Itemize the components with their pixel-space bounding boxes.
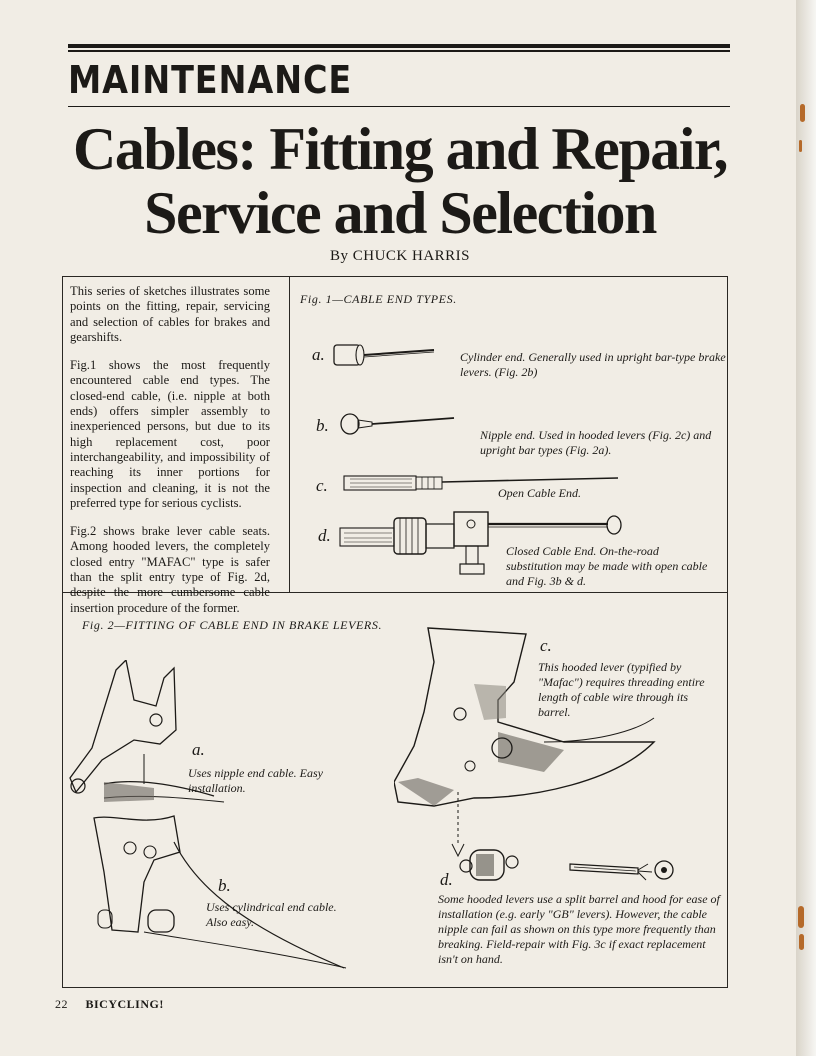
fig1-letter-c: c. [316, 476, 328, 495]
nipple-end-cable-sketch [338, 408, 458, 438]
edge-tab-mark [800, 104, 805, 122]
fig1-letter-b: b. [316, 416, 329, 435]
intro-paragraph: Fig.2 shows brake lever cable seats. Among hooded levers, the completely closed entry "MAFAC" type is safer than the split entry type of Fig. 2d, despite the more cumbersome cable insertion procedure of the former. [70, 524, 270, 615]
fig2-title: Fig. 2—FITTING OF CABLE END IN BRAKE LEVERS. [82, 618, 383, 632]
fig2-caption-c: This hooded lever (typified by "Mafac") requires threading entire length of cable wire through its barrel. [538, 660, 705, 719]
edge-tab-mark [798, 906, 804, 928]
fig1-caption-a: Cylinder end. Generally used in upright bar-type brake levers. (Fig. 2b) [460, 350, 726, 379]
fig1-letter-d: d. [318, 526, 331, 545]
header-rule-double [68, 50, 730, 52]
fig2-letter-b: b. [218, 876, 231, 895]
fig2-caption-a: Uses nipple end cable. Easy installation. [188, 766, 323, 795]
fig2-letter-c: c. [540, 636, 552, 655]
fig1-caption-b: Nipple end. Used in hooded levers (Fig. 2c) and upright bar types (Fig. 2a). [480, 428, 712, 457]
fig1-caption-d: Closed Cable End. On-the-road substitution may be made with open cable and Fig. 3b & d. [506, 544, 708, 588]
cylinder-end-cable-sketch [330, 340, 440, 370]
failed-nipple-cable-sketch [568, 850, 680, 890]
fig2-caption-b: Uses cylindrical end cable. Also easy. [206, 900, 337, 929]
magazine-name: BICYCLING! [85, 997, 164, 1011]
intro-paragraph: Fig.1 shows the most frequently encountered cable end types. The closed-end cable, (i.e. nipple at both ends) offers simpler assembly to inexperienced persons, but due to its high replacement cost, poor interchangeability, and impossibility of reaching its inner portions for inspection and cleaning, it is not the preferred type for serious cyclists. [70, 358, 270, 510]
intro-text [70, 284, 270, 629]
header-rule-top [68, 44, 730, 48]
edge-tab-mark [799, 140, 802, 152]
byline: By CHUCK HARRIS [329, 248, 471, 264]
column-divider [289, 276, 290, 592]
header-rule-bottom [68, 106, 730, 107]
fig1-letter-a: a. [312, 345, 325, 364]
fig1-caption-c: Open Cable End. [498, 486, 581, 500]
hooded-lever-mafac-sketch [394, 622, 664, 818]
page-number: 22 [55, 997, 68, 1011]
intro-paragraph: This series of sketches illustrates some points on the fitting, repair, servicing and selection of cables for brakes and gearshifts. [70, 284, 270, 344]
page-edge [796, 0, 816, 1056]
split-barrel-sketch [456, 840, 522, 890]
fig1-title: Fig. 1—CABLE END TYPES. [300, 292, 457, 306]
fig2-caption-d: Some hooded levers use a split barrel and hood for ease of installation (e.g. early "GB" levers). However, the cable nipple can fail as shown on this type more frequently than breaking. Field-repair with Fig. 3c if exact replacement isn't on hand. [438, 892, 720, 966]
headline-line-2: Service and Selection [144, 180, 656, 246]
page-footer [55, 997, 164, 1012]
section-label: MAINTENANCE [68, 58, 353, 102]
edge-tab-mark [799, 934, 804, 950]
fig2-letter-a: a. [192, 740, 205, 759]
headline-line-1: Cables: Fitting and Repair, [72, 116, 727, 182]
fig2-letter-d: d. [440, 870, 453, 889]
